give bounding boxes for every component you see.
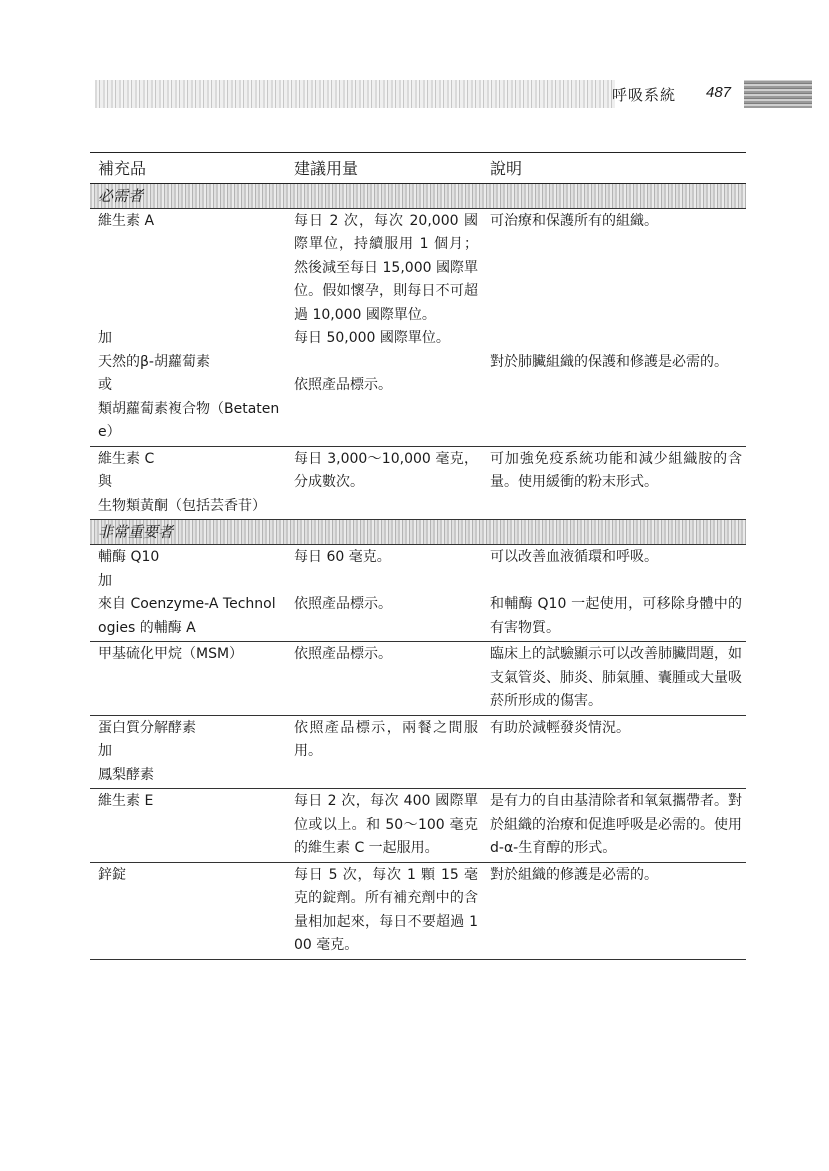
column-header-notes: 說明 (482, 153, 746, 184)
notes-cell: 臨床上的試驗顯示可以改善肺臟問題，如支氣管炎、肺炎、肺氣腫、囊腫或大量吸菸所形成的傷害。 (482, 642, 746, 716)
connector: 或 (98, 377, 112, 393)
page-number: 487 (706, 84, 732, 101)
supplement-cell: 維生素 E (90, 789, 286, 863)
header-tab (744, 80, 812, 108)
dosage-cell (286, 545, 482, 642)
supplement-cell (90, 715, 286, 789)
supplement-name: 天然的β-胡蘿蔔素 (98, 353, 210, 370)
dosage-cell: 每日 2 次，每次 400 國際單位或以上。和 50～100 毫克的維生素 C 一起服用。 (286, 789, 482, 863)
table-row (90, 446, 746, 520)
supplement-name: 類胡蘿蔔素複合物（Betatene） (98, 400, 280, 440)
section-very-important (90, 520, 746, 545)
chapter-title: 呼吸系統 (612, 86, 677, 104)
supplement-cell (90, 446, 286, 520)
dosage-text: 依照產品標示。 (294, 596, 392, 612)
supplement-cell (90, 208, 286, 446)
notes-text: 對於肺臟組織的保護和修護是必需的。 (490, 353, 728, 370)
supplement-name: 輔酶 Q10 (98, 549, 160, 565)
supplement-cell (90, 545, 286, 642)
dosage-text: 依照產品標示。 (294, 377, 392, 393)
table-row (90, 862, 746, 959)
supplement-name: 維生素 C (98, 450, 155, 467)
section-essential (90, 183, 746, 208)
dosage-text: 每日 50,000 國際單位。 (294, 330, 450, 346)
notes-text: 可治療和保護所有的組織。 (490, 212, 658, 229)
notes-text: 和輔酶 Q10 一起使用，可移除身體中的有害物質。 (490, 596, 742, 636)
dosage-cell: 每日 5 次，每次 1 顆 15 毫克的錠劑。所有補充劑中的含量相加起來，每日不要超過 100 毫克。 (286, 862, 482, 959)
notes-cell (482, 545, 746, 642)
notes-cell: 對於組織的修護是必需的。 (482, 862, 746, 959)
supplement-name: 來自 Coenzyme-A Technologies 的輔酶 A (98, 596, 276, 636)
column-header-supplement: 補充品 (90, 153, 286, 184)
connector: 加 (98, 572, 112, 589)
dosage-cell (286, 208, 482, 446)
table-header-row (90, 153, 746, 184)
table-row (90, 208, 746, 446)
dosage-cell: 每日 3,000～10,000 毫克，分成數次。 (286, 446, 482, 520)
table-row (90, 642, 746, 716)
table-row (90, 715, 746, 789)
supplement-name: 維生素 A (98, 212, 155, 229)
header-band (95, 80, 615, 108)
dosage-cell: 依照產品標示。 (286, 642, 482, 716)
dosage-cell: 依照產品標示，兩餐之間服用。 (286, 715, 482, 789)
column-header-dosage: 建議用量 (286, 153, 482, 184)
notes-text: 可以改善血液循環和呼吸。 (490, 549, 658, 565)
supplement-name: 生物類黃酮（包括芸香苷） (98, 497, 266, 514)
connector: 加 (98, 743, 112, 759)
dosage-text: 每日 60 毫克。 (294, 549, 391, 565)
table-row (90, 545, 746, 642)
notes-cell: 可加強免疫系統功能和減少組織胺的含量。使用緩衝的粉末形式。 (482, 446, 746, 520)
notes-cell (482, 208, 746, 446)
section-label-very-important: 非常重要者 (90, 520, 746, 545)
notes-cell: 有助於減輕發炎情況。 (482, 715, 746, 789)
dosage-text: 每日 2 次，每次 20,000 國際單位，持續服用 1 個月；然後減至每日 15,000 國際單位。假如懷孕，則每日不可超過 10,000 國際單位。 (294, 212, 478, 323)
supplement-table (90, 152, 746, 960)
supplement-cell: 甲基硫化甲烷（MSM） (90, 642, 286, 716)
connector: 與 (98, 474, 112, 490)
notes-cell: 是有力的自由基清除者和氧氣攜帶者。對於組織的治療和促進呼吸是必需的。使用 d-α-生育醇的形式。 (482, 789, 746, 863)
connector: 加 (98, 330, 112, 346)
table-row (90, 789, 746, 863)
supplement-name: 蛋白質分解酵素 (98, 719, 196, 736)
section-label-essential: 必需者 (90, 183, 746, 208)
supplement-cell: 鋅錠 (90, 862, 286, 959)
supplement-name: 鳳梨酵素 (98, 766, 154, 783)
